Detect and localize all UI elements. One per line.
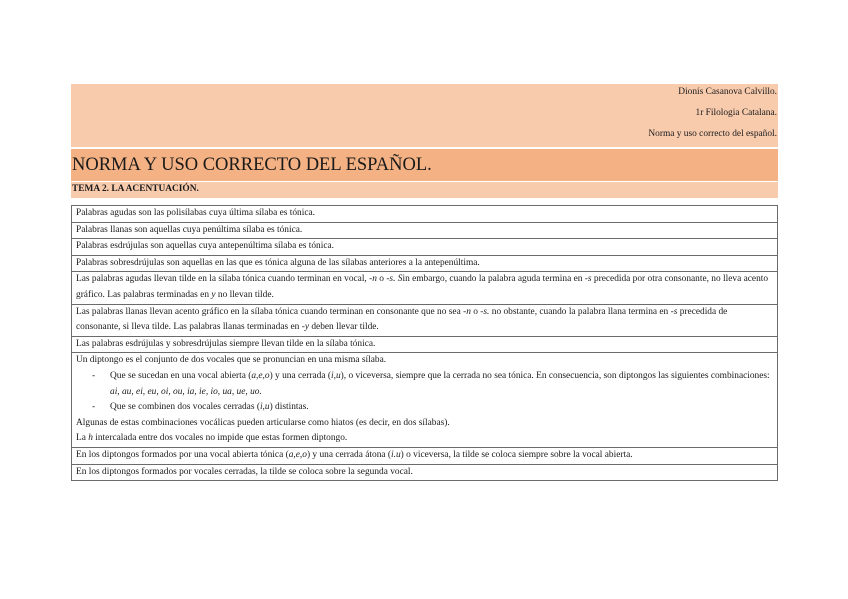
rule-row — [72, 353, 778, 448]
rule-row — [72, 206, 778, 223]
dash-marker: - — [92, 402, 96, 413]
diptongo-hiatos-note: Algunas de estas combinaciones vocálicas pueden articularse como hiatos (es decir, en dos sílabas). — [76, 417, 450, 428]
rule-aguda-def: Palabras agudas son las polisílabas cuya última sílaba es tónica. — [72, 206, 778, 223]
rule-sobresdrujula-def: Palabras sobresdrújulas son aquellas en las que es tónica alguna de las sílabas anteriores a la antepenúltima. — [72, 255, 778, 272]
document-subtitle: TEMA 2. LA ACENTUACIÓN. — [71, 182, 778, 198]
rule-aguda-tilde: Las palabras agudas llevan tilde en la sílaba tónica cuando terminan en vocal, -n o -s. Sin embargo, cuando la palabra aguda termina en -s precedida por otra consonante, no lleva acento gráfico. Las palabras terminadas en y no llevan tilde. — [72, 272, 778, 304]
rule-row — [72, 272, 778, 304]
diptongo-h-note: La h intercalada entre dos vocales no impide que estas formen diptongo. — [76, 433, 348, 444]
diptongo-intro: Un diptongo es el conjunto de dos vocales que se pronuncian en una misma sílaba. — [76, 355, 387, 366]
rule-llana-def: Palabras llanas son aquellas cuya penúltima sílaba es tónica. — [72, 222, 778, 239]
diptongo-item-1: - Que se sucedan en una vocal abierta (a,e,o) y una cerrada (i,u), o viceversa, siempre que la cerrada no sea tónica. En consecuencia, son diptongos las siguientes combinaciones: ai, au, ei, eu, oi, ou, ia, ie, io, ua, ue, uo. — [76, 369, 773, 400]
diptongo-item-2: - Que se combinen dos vocales cerradas (i,u) distintas. — [76, 400, 773, 416]
rule-diptongo-tilde-abierta: En los diptongos formados por una vocal abierta tónica (a,e,o) y una cerrada átona (i.u) o viceversa, la tilde se coloca siempre sobre la vocal abierta. — [72, 447, 778, 464]
rules-table — [71, 205, 778, 481]
rule-row — [72, 304, 778, 336]
rule-row — [72, 336, 778, 353]
rule-row — [72, 464, 778, 481]
rule-esdrujula-tilde: Las palabras esdrújulas y sobresdrújulas siempre llevan tilde en la sílaba tónica. — [72, 336, 778, 353]
header-course: 1r Filologia Catalana. — [695, 108, 777, 118]
header-subject: Norma y uso correcto del español. — [648, 129, 777, 139]
rule-row — [72, 222, 778, 239]
document-page — [71, 84, 778, 481]
header-author: Dionís Casanova Calvillo. — [678, 87, 777, 97]
rule-esdrujula-def: Palabras esdrújulas son aquellas cuya antepenúltima sílaba es tónica. — [72, 239, 778, 256]
rule-row — [72, 447, 778, 464]
document-header — [71, 84, 778, 147]
rule-diptongo-tilde-cerradas: En los diptongos formados por vocales cerradas, la tilde se coloca sobre la segunda vocal. — [72, 464, 778, 481]
rule-llana-tilde: Las palabras llanas llevan acento gráfico en la sílaba tónica cuando terminan en consonante que no sea -n o -s. no obstante, cuando la palabra llana termina en -s precedida de consonante, si lleva tilde. Las palabras llanas terminadas en -y deben llevar tilde. — [72, 304, 778, 336]
document-title: NORMA Y USO CORRECTO DEL ESPAÑOL. — [71, 149, 778, 181]
rule-row — [72, 239, 778, 256]
dash-marker: - — [92, 370, 96, 381]
rule-row — [72, 255, 778, 272]
rule-diptongo — [72, 353, 778, 448]
